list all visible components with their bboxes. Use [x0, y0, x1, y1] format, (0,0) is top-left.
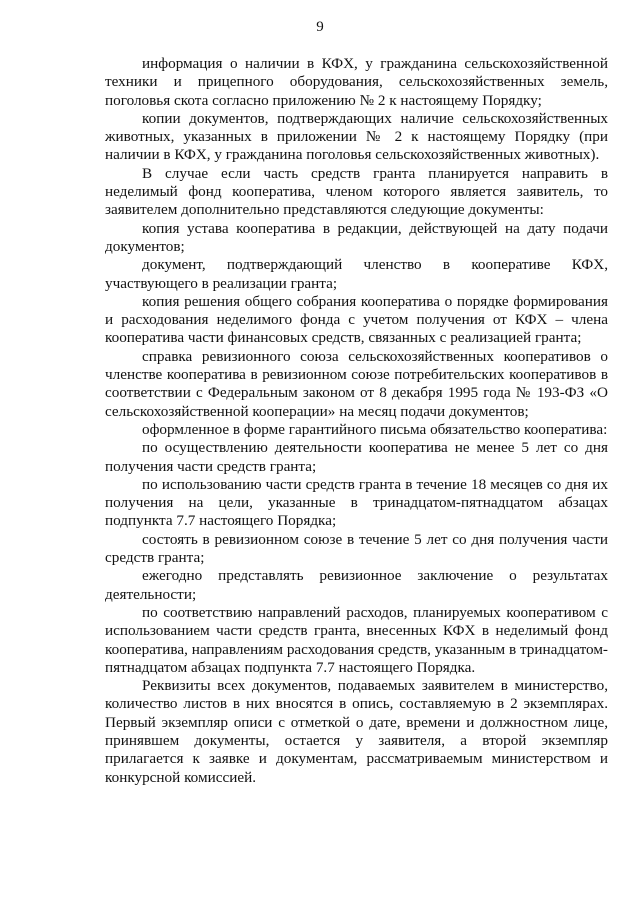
paragraph: информация о наличии в КФХ, у гражданина сельскохозяйственной техники и прицепного оборудования, сельскохозяйственных земель, поголовья скота согласно приложению № 2 к настоящему Порядку;	[105, 55, 608, 109]
paragraph: документ, подтверждающий членство в кооперативе КФХ, участвующего в реализации гранта;	[105, 256, 608, 292]
paragraph: по соответствию направлений расходов, планируемых кооперативом с использованием части средств гранта, внесенных КФХ в неделимый фонд кооператива, направлениям расходования средств, указанным в тринадцатом-пятнадцатом абзацах подпункта 7.7 настоящего Порядка.	[105, 603, 608, 676]
paragraph: справка ревизионного союза сельскохозяйственных кооперативов о членстве кооператива в ревизионном союзе потребительских кооперативов в соответствии с Федеральным законом от 8 декабря 1995 года № 193-ФЗ «О сельскохозяйственной кооперации» на месяц подачи документов;	[105, 347, 608, 420]
paragraph: копии документов, подтверждающих наличие сельскохозяйственных животных, указанных в приложении № 2 к настоящему Порядку (при наличии в КФХ, у гражданина поголовья сельскохозяйственных животных).	[105, 109, 608, 164]
paragraph: по использованию части средств гранта в течение 18 месяцев со дня их получения на цели, указанные в тринадцатом-пятнадцатом абзацах подпункта 7.7 настоящего Порядка;	[105, 475, 608, 530]
paragraph: копия устава кооператива в редакции, действующей на дату подачи документов;	[105, 219, 608, 255]
paragraph: ежегодно представлять ревизионное заключение о результатах деятельности;	[105, 567, 608, 603]
paragraph: копия решения общего собрания кооператива о порядке формирования и расходования неделимого фонда с учетом получения от КФХ – члена кооператива части финансовых средств, связанных с реализацией гранта;	[105, 292, 608, 347]
document-body	[105, 55, 608, 787]
paragraph: В случае если часть средств гранта планируется направить в неделимый фонд кооператива, членом которого является заявитель, то заявителем дополнительно представляются следующие документы:	[105, 164, 608, 219]
paragraph: состоять в ревизионном союзе в течение 5 лет со дня получения части средств гранта;	[105, 530, 608, 567]
paragraph: Реквизиты всех документов, подаваемых заявителем в министерство, количество листов в них вносятся в опись, составляемую в 2 экземплярах. Первый экземпляр описи с отметкой о дате, времени и должностном лице, принявшем документы, остается у заявителя, а второй экземпляр прилагается к заявке и документам, рассматриваемым министерством и конкурсной комиссией.	[105, 677, 608, 786]
paragraph: по осуществлению деятельности кооператива не менее 5 лет со дня получения части средств гранта;	[105, 439, 608, 475]
page-number: 9	[316, 19, 324, 35]
paragraph: оформленное в форме гарантийного письма обязательство кооператива:	[142, 420, 608, 438]
